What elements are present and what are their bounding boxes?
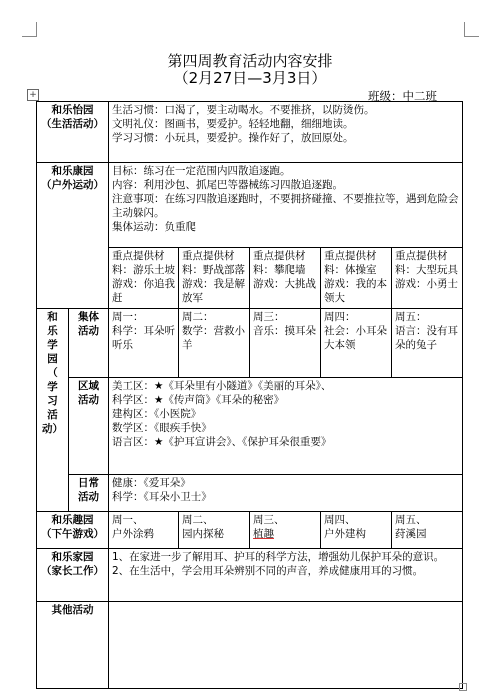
label-area: 区域 活动 — [69, 378, 109, 475]
play-day-cell[interactable]: 周五、 荮溪园 — [392, 512, 463, 549]
schedule-table — [36, 101, 463, 689]
row-study-collective — [37, 309, 463, 378]
class-label: 班级：中二班 — [368, 89, 437, 103]
material-cell[interactable]: 重点提供材料：野战部落 游戏：我是解放军 — [179, 248, 250, 309]
row-outdoor — [37, 163, 463, 248]
row-study-daily — [37, 475, 463, 512]
material-cell[interactable]: 重点提供材料：游乐土坡 游戏：你追我赶 — [109, 248, 179, 309]
row-family — [37, 549, 463, 602]
play-day-cell[interactable]: 周三、 植趣 — [250, 512, 321, 549]
collective-day-cell[interactable]: 周二： 数学：营救小羊 — [179, 309, 250, 378]
label-daily: 日常 活动 — [69, 475, 109, 512]
row-other — [37, 602, 463, 689]
outdoor-content[interactable]: 目标：练习在一定范围内四散追逐跑。 内容：利用沙包、抓尾巴等器械练习四散追逐跑。 注意事项：在练习四散追逐跑时，不要拥挤碰撞、不要推拉等，遇到危险会主动躲闪。 集体运动：负重爬 — [109, 163, 463, 248]
header-outdoor: 和乐康园 （户外运动） — [37, 163, 109, 309]
material-cell[interactable]: 重点提供材料：攀爬墙 游戏：大挑战 — [250, 248, 321, 309]
row-life — [37, 102, 463, 163]
page-corner-mark-left — [22, 22, 37, 37]
daily-content[interactable]: 健康：《爱耳朵》 科学：《耳朵小卫士》 — [109, 475, 463, 512]
table-resize-handle-icon[interactable] — [459, 683, 467, 691]
label-collective: 集体 活动 — [69, 309, 109, 378]
page-corner-mark-right — [464, 22, 479, 37]
row-play — [37, 512, 463, 549]
header-family: 和乐家园 （家长工作） — [37, 549, 109, 602]
collective-day-cell[interactable]: 周五： 语言：没有耳朵的兔子 — [392, 309, 463, 378]
life-content[interactable]: 生活习惯：口渴了，要主动喝水。不要推挤，以防烫伤。 文明礼仪：图画书，要爱护。轻轻地翻，细细地读。 学习习惯：小玩具，要爱护。操作好了，放回原处。 — [109, 102, 463, 163]
table-move-handle-icon[interactable]: + — [27, 89, 39, 101]
play-day-cell[interactable]: 周二、 园内探秘 — [179, 512, 250, 549]
header-other: 其他活动 — [37, 602, 109, 689]
header-play: 和乐趣园 （下午游戏） — [37, 512, 109, 549]
collective-day-cell[interactable]: 周四： 社会：小耳朵大本领 — [321, 309, 392, 378]
document-title: 第四周教育活动内容安排 — [167, 52, 333, 70]
material-cell[interactable]: 重点提供材料：体操室 游戏：我的本领大 — [321, 248, 392, 309]
play-day-cell[interactable]: 周一、 户外涂鸦 — [109, 512, 179, 549]
play-day-cell[interactable]: 周四、 户外建构 — [321, 512, 392, 549]
row-study-area — [37, 378, 463, 475]
header-life: 和乐怡园 （生活活动） — [37, 102, 109, 163]
collective-day-cell[interactable]: 周三： 音乐：摸耳朵 — [250, 309, 321, 378]
family-content[interactable]: 1、在家进一步了解用耳、护耳的科学方法，增强幼儿保护耳朵的意识。 2、在生活中，学会用耳朵辨别不同的声音，养成健康用耳的习惯。 — [109, 549, 463, 602]
material-cell[interactable]: 重点提供材料：大型玩具 游戏：小勇士 — [392, 248, 463, 309]
other-content[interactable] — [109, 602, 463, 689]
date-range: （2月27日—3月3日） — [173, 69, 327, 87]
area-content[interactable]: 美工区：★《耳朵里有小隧道》《美丽的耳朵》、 科学区：★《传声筒》《耳朵的秘密》 建构区：《小医院》 数学区：《眼疾手快》 语言区：★《护耳宣讲会》、《保护耳朵很重要》 — [109, 378, 463, 475]
collective-day-cell[interactable]: 周一： 科学：耳朵听听乐 — [109, 309, 179, 378]
header-study: 和 乐 学 园 （ 学 习 活 动） — [37, 309, 69, 512]
